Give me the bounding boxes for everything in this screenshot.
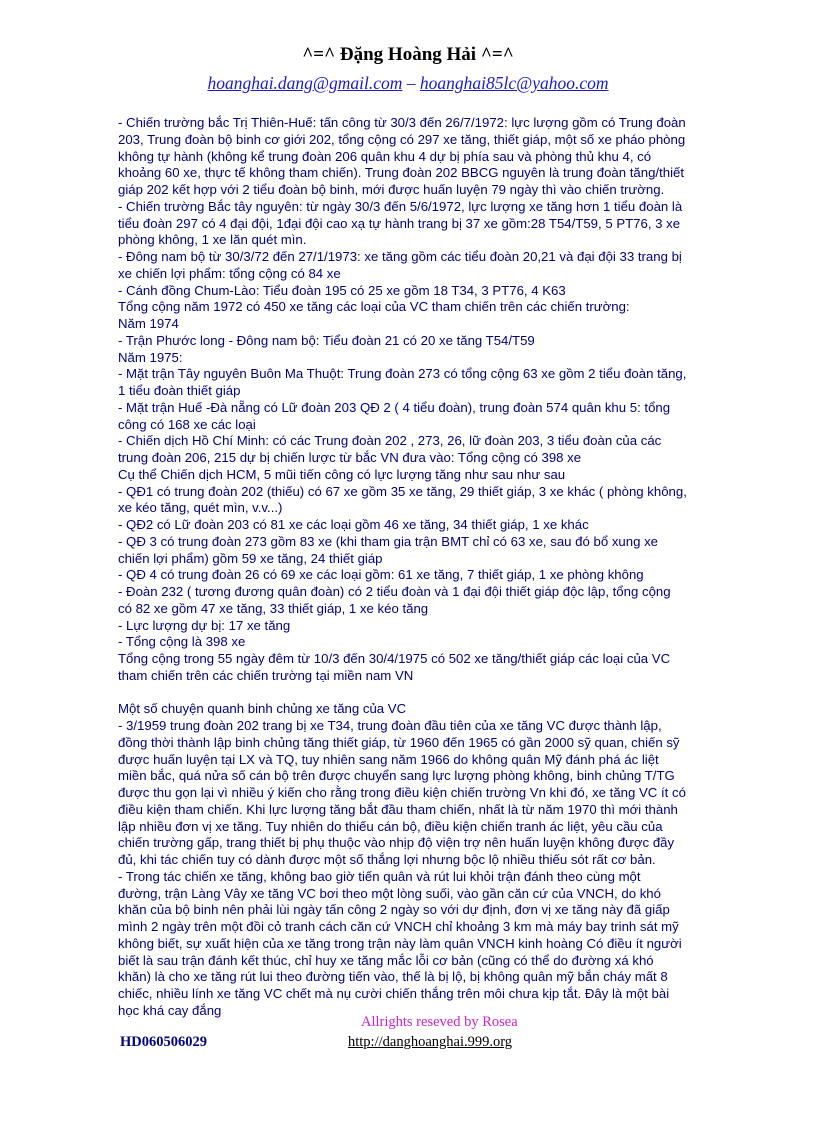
body-line: - QĐ 4 có trung đoàn 26 có 69 xe các loại gồm: 61 xe tăng, 7 thiết giáp, 1 xe phòng không (118, 567, 644, 583)
body-line: - Mặt trận Tây nguyên Buôn Ma Thuột: Trung đoàn 273 có tổng cộng 63 xe gồm 2 tiểu đoàn tăng, (118, 366, 687, 382)
body-line: chiếc, nhiều lính xe tăng VC chết mà nụ cười chiến thắng trên môi chưa kịp tắt. Đây là một bài (118, 986, 670, 1001)
body-line: Tổng cộng trong 55 ngày đêm từ 10/3 đến 30/4/1975 có 502 xe tăng/thiết giáp các loại của VC (118, 651, 671, 666)
body-line: Năm 1975: (118, 349, 183, 365)
body-line: phòng không, 1 xe lăn quét mìn. (118, 232, 307, 248)
body-line: xe chiến lợi phẩm: tổng cộng có 84 xe (118, 265, 341, 281)
body-line: biết là sau trận đánh kết thúc, chỉ huy xe tăng mắc lỗi cơ bản (cũng có thể do đường xá khó (118, 952, 654, 968)
body-line: - QĐ2 có Lữ đoàn 203 có 81 xe các loại gồm 46 xe tăng, 34 thiết giáp, 1 xe khác (118, 517, 589, 532)
body-line: - Chiến dịch Hồ Chí Minh: có các Trung đoàn 202 , 273, 26, lữ đoàn 203, 3 tiểu đoàn của các (118, 433, 662, 449)
body-line: 203, Trung đoàn bộ binh cơ giới 202, tổng cộng có 297 xe tăng, thiết giáp, một số xe pháo phòng (118, 131, 686, 147)
body-line: được thu gọn lại vì nhiều ý kiến cho rằng trong điều kiện chiến trường Vn khi đó, xe tăng VC ít có (118, 785, 686, 800)
body-line: xe kéo tăng, quét mìn, v.v...) (118, 500, 283, 516)
body-line: Tổng cộng năm 1972 có 450 xe tăng các loại của VC tham chiến trên các chiến trường: (118, 299, 630, 315)
contact-links (0, 73, 816, 94)
body-line: - Chiến trường Bắc tây nguyên: từ ngày 30/3 đến 5/6/1972, lực lượng xe tăng hơn 1 tiểu đoàn là (118, 198, 683, 214)
body-line: Năm 1974 (118, 316, 179, 331)
body-line: tham chiến trên các chiến trường tại miền nam VN (118, 667, 414, 683)
body-line (118, 685, 708, 702)
body-line: - QĐ 3 có trung đoàn 273 gồm 83 xe (khi tham gia trận BMT chỉ có 63 xe, sau đó bổ xung xe (118, 533, 659, 549)
body-line: đủ, khi tác chiến tuy có dành được một số thắng lợi nhưng bộc lộ nhiều thiếu sót rất cơ bản. (118, 852, 656, 867)
body-line: - Đoàn 232 ( tương đương quân đoàn) có 2 tiểu đoàn và 1 đại đội thiết giáp độc lập, tổng cộng (118, 584, 671, 599)
body-line: khăn) là cho xe tăng rút lui theo đường tiến vào, thế là bị lộ, bị không quân mỹ bắn cháy mất 8 (118, 969, 668, 985)
body-line: không biết, sự xuất hiện của xe tăng trong trận này làm quân VNCH kinh hoàng Có điều ít người (118, 935, 682, 951)
body-line: không tự hành (không kể trung đoàn 206 quân khu 4 dự bị phía sau và phòng thủ khu 4, có (118, 148, 652, 164)
body-line: học khá cay đắng (118, 1002, 222, 1018)
body-line: - Chiến trường bắc Trị Thiên-Huế: tấn công từ 30/3 đến 26/7/1972: lực lượng gồm có Trung đoàn (118, 115, 686, 130)
body-line: trung đoàn 206, 215 dự bị chiến lược từ bắc VN đưa vào: Tổng cộng có 398 xe (118, 450, 582, 465)
body-line: lập nhiều đơn vị xe tăng. Tuy nhiên do thiếu cán bộ, điều kiện chiến tranh ác liệt, yêu cầu của (118, 818, 663, 834)
body-line: - Trận Phước long - Đông nam bộ: Tiểu đoàn 21 có 20 xe tăng T54/T59 (118, 332, 535, 348)
body-line: được huấn luyện tại LX và TQ, tuy nhiên sang năm 1966 do không quân Mỹ đánh phá ác liệt (118, 751, 659, 767)
email-link-yahoo[interactable]: hoanghai85lc@yahoo.com (419, 73, 609, 93)
body-line: tiểu đoàn 297 có 4 đại đội, 1đại đội cao xạ tự hành trang bị 37 xe gồm:28 T54/T59, 5 PT76, 3 xe (118, 215, 681, 231)
body-line: giáp 202 kết hợp với 2 tiểu đoàn bộ binh, mới được huấn luyện 79 ngày thì vào chiến trường. (118, 182, 665, 197)
body-line: mình 2 ngày trên một đồi cỏ tranh cách căn cứ VNCH chỉ khoảng 3 km mà máy bay trinh sát mỹ (118, 919, 679, 934)
body-line: khoảng 60 xe, thực tế không tham chiến). Trung đoàn 202 BBCG nguyên là trung đoàn tăng/thiết (118, 165, 685, 181)
email-link-gmail[interactable]: hoanghai.dang@gmail.com (207, 73, 403, 93)
body-line: khăn của bộ binh nên phải lùi ngày tấn công 2 ngày so với dự định, đơn vị xe tăng này đã giấp (118, 902, 670, 918)
body-line: chiến lợi phẩm) gồm 59 xe tăng, 24 thiết giáp (118, 550, 383, 566)
body-line: - Cánh đồng Chum-Lào: Tiểu đoàn 195 có 25 xe gồm 18 T34, 3 PT76, 4 K63 (118, 282, 566, 298)
document-code: HD060506029 (120, 1034, 207, 1050)
body-line: có 82 xe gồm 47 xe tăng, 33 thiết giáp, 1 xe kéo tăng (118, 600, 429, 616)
body-line: công có 168 xe các loại (118, 416, 256, 432)
body-line: Một số chuyện quanh binh chủng xe tăng của VC (118, 701, 407, 717)
body-line: - QĐ1 có trung đoàn 202 (thiếu) có 67 xe gồm 35 xe tăng, 29 thiết giáp, 3 xe khác ( phòng không, (118, 483, 687, 499)
document-body (118, 115, 708, 1020)
body-line: - Trong tác chiến xe tăng, không bao giờ tiến quân và rút lui khỏi trận đánh theo cùng một (118, 868, 641, 884)
copyright-notice: Allrights reseved by Rosea (361, 1014, 518, 1030)
body-line: điều kiện tham chiến. Khi lực lượng tăng bắt đầu tham chiến, nhất là từ năm 1970 thì mới thành (118, 801, 678, 817)
page-title: ^=^ Đặng Hoàng Hải ^=^ (302, 44, 514, 65)
body-line: Cụ thể Chiến dịch HCM, 5 mũi tiến công có lực lượng tăng như sau như sau (118, 466, 566, 482)
body-line: 1 tiểu đoàn thiết giáp (118, 383, 241, 398)
body-line: - 3/1959 trung đoàn 202 trang bị xe T34, trung đoàn đầu tiên của xe tăng VC được thành lập, (118, 718, 662, 733)
website-link[interactable]: http://danghoanghai.999.org (348, 1034, 513, 1050)
body-line: miền bắc, quá nửa số cán bộ trên được chuyển sang lực lượng phòng không, binh chủng T/TG (118, 768, 675, 784)
body-line: đồng thời thành lập binh chủng tăng thiết giáp, từ 1960 đến 1965 có gần 2000 sỹ quan, chiến sỹ (118, 734, 680, 750)
email-separator: – (402, 73, 420, 93)
body-line: đường, trận Làng Vây xe tăng VC bơi theo một lòng suối, vào gần căn cứ của VNCH, do khó (118, 885, 661, 901)
body-line: - Đông nam bộ từ 30/3/72 đến 27/1/1973: xe tăng gồm các tiểu đoàn 20,21 và đại đội 33 trang bị (118, 249, 682, 264)
body-line: - Lực lượng dự bị: 17 xe tăng (118, 617, 291, 633)
body-line: chiến trường gấp, trang thiết bị phụ thuộc vào nhịp độ viện trợ nên huấn luyện không được đầy (118, 835, 675, 851)
body-line: - Mặt trận Huế -Đà nẵng có Lữ đoàn 203 QĐ 2 ( 4 tiểu đoàn), trung đoàn 574 quân khu 5: tổng (118, 399, 671, 415)
body-line: - Tổng cộng là 398 xe (118, 634, 246, 650)
